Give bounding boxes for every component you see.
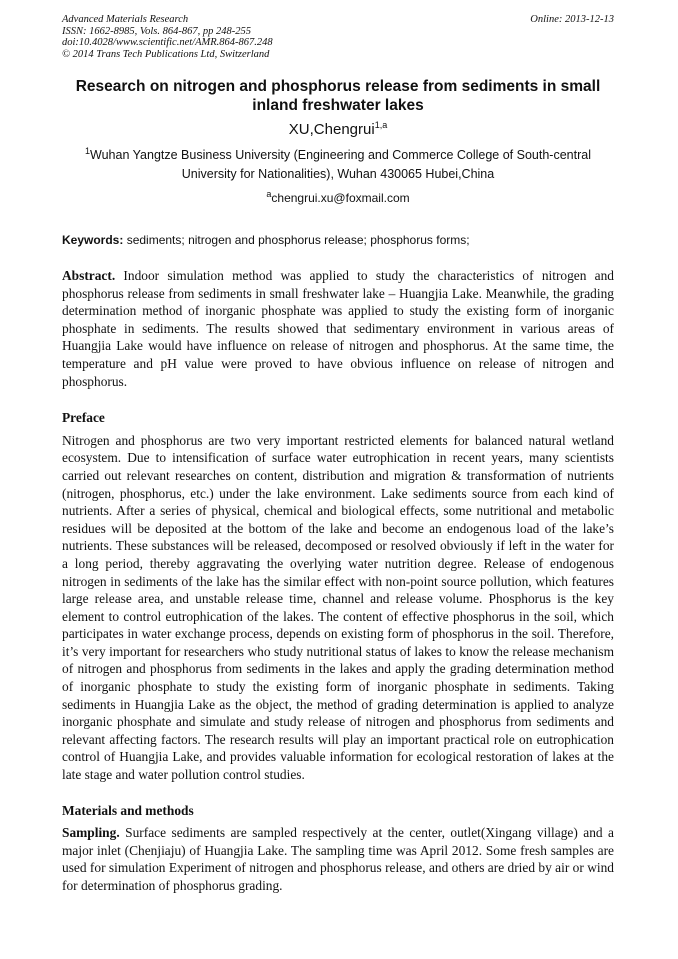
sampling-label: Sampling.: [62, 825, 120, 841]
sampling-text: Surface sediments are sampled respectively at the center, outlet(Xingang village) and a major inlet (Chenjiaju) of Huangjia Lake. The sampling time was April 2012. Some fresh samples are used for simulation Experiment of nitrogen and phosphorus release, and others are dried by air or wind for determination of phosphorus grading.: [62, 825, 614, 893]
email-mark: a: [266, 189, 272, 199]
sampling-paragraph: [62, 824, 614, 894]
paper-page: [62, 14, 614, 895]
abstract-text: Indoor simulation method was applied to study the characteristics of nitrogen and phosphorus release from sediments in small freshwater lake – Huangjia Lake. Meanwhile, the grading determination method of inorganic phosphate was applied to study the existing form of inorganic phosphate in sediments. The results showed that sedimentary environment in various areas of Huangjia Lake would have influence on release of nitrogen and phosphorus. At the same time, the temperature and pH value were proved to have obvious influence on release of nitrogen and phosphorus.: [62, 268, 614, 389]
author-line: [62, 120, 614, 139]
online-date: Online: 2013-12-13: [530, 14, 614, 25]
journal-name: Advanced Materials Research: [62, 14, 189, 25]
paper-title: [62, 77, 614, 115]
keywords-label: Keywords:: [62, 233, 124, 247]
keywords: [62, 232, 614, 248]
affiliation-mark: 1: [85, 145, 91, 156]
preface-paragraph: Nitrogen and phosphorus are two very important restricted elements for balanced natural wetland ecosystem. Due to intensification of surface water eutrophication in recent years, many scientists carried out relevant researches on content, distribution and migration & transformation of nutrients (nitrogen, phosphorus, etc.) under the lake environment. Lake sediments source from each kind of nutrients. After a series of physical, chemical and biological effects, some nutritional and metabolic residues will be deposited at the bottom of the lake and become an endogenous load of the lake’s nutrients. These substances will be released, decomposed or resolved obviously if left in the water for a long period, thereby aggravating the overlying water nutrition degree. Release of endogenous nitrogen in sediments of the lake has the similar effect with non-point source pollution, which features large release area, and unstable release time, channel and release volume. Phosphorus is the key element to control eutrophication of the lakes. The content of effective phosphorus in the soil, which participates in water exchange process, depends on existing form of phosphorus in the soil. Therefore, it’s very important for researchers who study nutritional status of lakes to know the release mechanism of nitrogen and phosphorus from sediments in the lakes and apply the grading determination method of inorganic phosphate to study the existing form of inorganic phosphate in sediments. Taking sediments in Huangjia Lake as the object, the method of grading determination is applied to analyze inorganic phosphate and simulate and study release of nitrogen and phosphorus from sediments and relevant affecting factors. The research results will play an important practical role on eutrophication control of Huangjia Lake, and provides valuable information for ecological restoration of lakes at the late stage and water pollution control studies.: [62, 432, 614, 783]
journal-header: [62, 14, 614, 60]
title-line-2: inland freshwater lakes: [252, 97, 424, 114]
methods-heading: Materials and methods: [62, 802, 194, 818]
journal-copyright: © 2014 Trans Tech Publications Ltd, Switzerland: [62, 48, 270, 60]
journal-doi: doi:10.4028/www.scientific.net/AMR.864-867.248: [62, 37, 273, 48]
affiliation-text-1: Wuhan Yangtze Business University (Engineering and Commerce College of South-central: [90, 148, 591, 162]
journal-issn: ISSN: 1662-8985, Vols. 864-867, pp 248-255: [62, 25, 251, 37]
journal-info: [62, 14, 273, 60]
abstract: [62, 267, 614, 390]
affiliation-line-2: University for Nationalities), Wuhan 430065 Hubei,China: [181, 167, 495, 181]
title-line-1: Research on nitrogen and phosphorus release from sediments in small: [75, 78, 601, 95]
author-name: XU,Chengrui: [288, 121, 375, 138]
email-address: chengrui.xu@foxmail.com: [271, 191, 410, 205]
abstract-label: Abstract.: [62, 268, 116, 283]
keywords-text: sediments; nitrogen and phosphorus release; phosphorus forms;: [126, 233, 470, 247]
author-email: [62, 190, 614, 207]
preface-heading: Preface: [62, 410, 105, 426]
affiliation-line-1: [62, 146, 614, 165]
affiliation: [62, 146, 614, 184]
author-marks: 1,a: [374, 120, 388, 130]
